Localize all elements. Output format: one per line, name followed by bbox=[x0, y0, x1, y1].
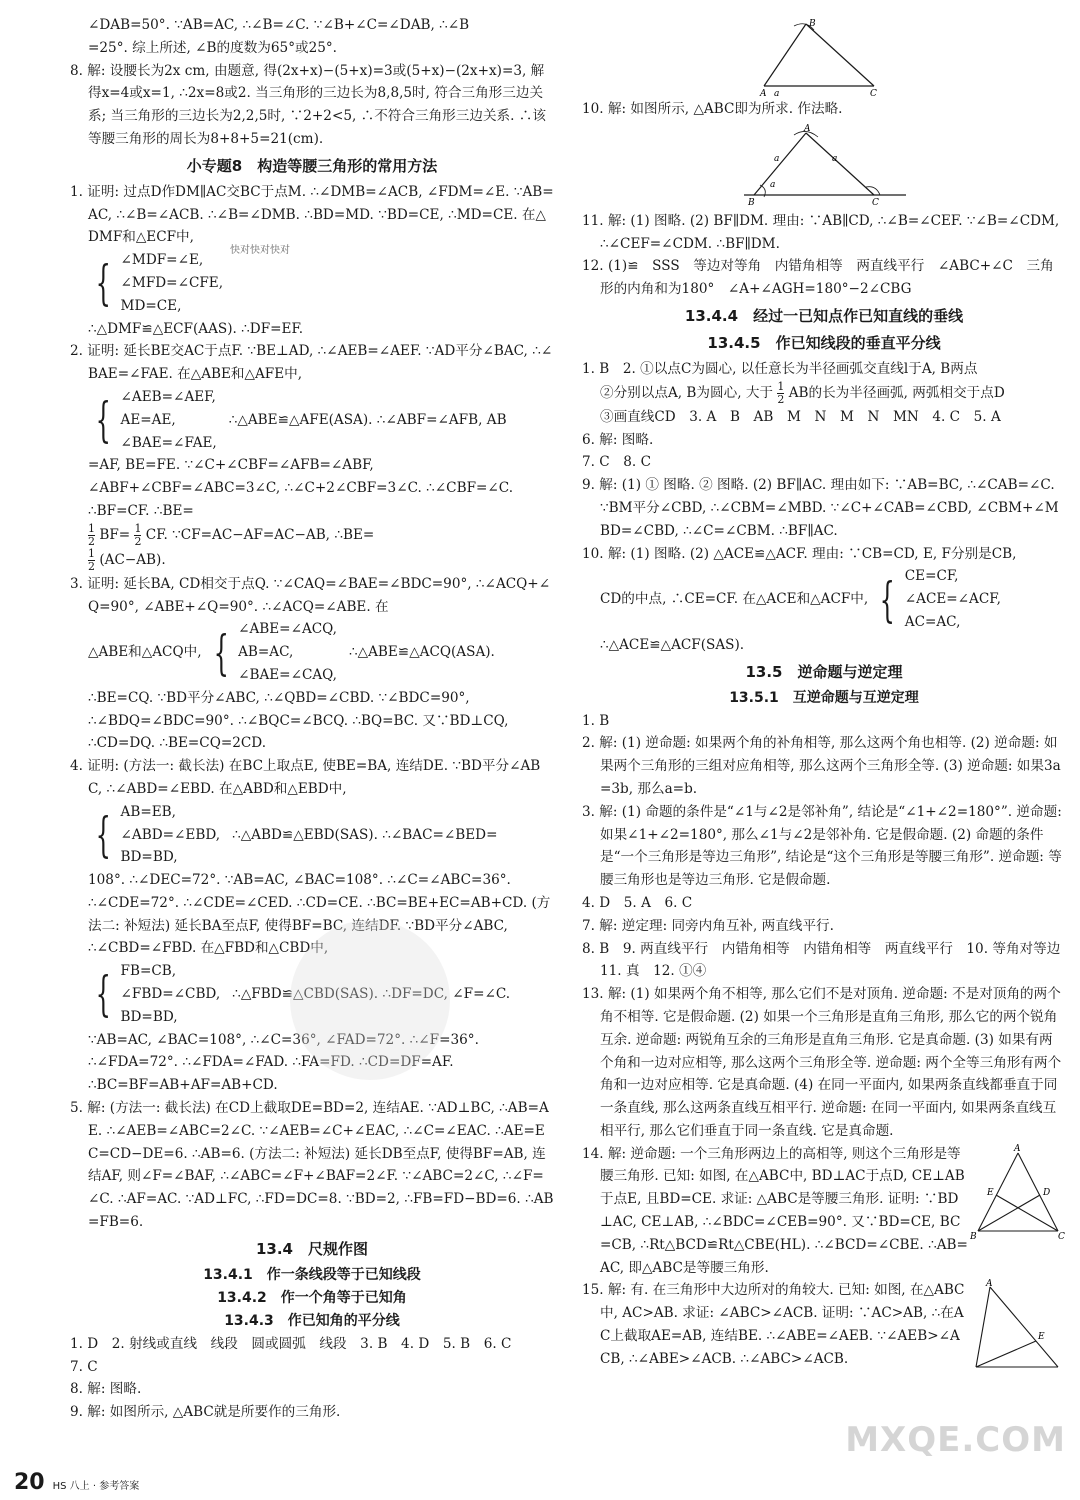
footer-text: HS 八上 · 参考答案 bbox=[52, 1481, 140, 1492]
fig-label: C bbox=[872, 197, 879, 208]
answer-s1: 1. 证明: 过点D作DM∥AC交BC于点M. ∴∠DMB=∠ACB, ∠FDM=∠E. ∵AB=AC, ∴∠B=∠ACB. ∴∠B=∠DMB. ∴BD=MD. ∵BD=CE, ∴MD=CE. 在△DMF和△ECF中, bbox=[70, 183, 554, 246]
brace-symbol: { bbox=[213, 624, 229, 681]
answer-s3: 3. 证明: 延长BA, CD相交于点Q. ∵∠CAQ=∠BAE=∠BDC=90°, ∴∠ACQ+∠Q=90°, ∠ABE+∠Q=90°. ∴∠ACQ=∠ABE. 在 bbox=[70, 575, 551, 615]
section-heading: 13.5 逆命题与逆定理 bbox=[745, 662, 903, 681]
page-number: 20 bbox=[14, 1470, 45, 1495]
system-line: ∠MFD=∠CFE, bbox=[120, 274, 224, 291]
left-column bbox=[70, 14, 554, 1424]
equation-system bbox=[70, 386, 554, 454]
answer-line: 7. C bbox=[70, 1358, 98, 1375]
figure-triangle-10 bbox=[734, 123, 914, 208]
answer-line: 8. B 9. 两直线平行 内错角相等 内错角相等 两直线平行 10. 等角对等边 11. 真 12. ①④ bbox=[582, 940, 1074, 980]
subsection-heading: 13.4.2 作一个角等于已知角 bbox=[217, 1289, 407, 1306]
fig-label: D bbox=[1043, 1187, 1051, 1198]
text-fragment: CF. ∵CF=AC−AF=AC−AB, ∴BE= bbox=[145, 526, 375, 543]
answer-14-row bbox=[582, 1143, 1066, 1280]
answer-r10: 10. 解: 如图所示, △ABC即为所求. 作法略. bbox=[582, 101, 843, 117]
answer-line: 2. 解: (1) 逆命题: 如果两个角的补角相等, 那么这两个角也相等. (2) 逆命题: 如果两个三角形的三组对应角相等, 那么这两个三角形全等. (3) 逆命题: 如果3a=3b, 那么a=b. bbox=[582, 735, 1061, 797]
fraction: $\frac{1}{2}$ bbox=[88, 546, 95, 573]
answer-s2: 2. 证明: 延长BE交AC于点F. ∵BE⊥AD, ∴∠AEB=∠AEF. ∵AD平分∠BAC, ∴∠BAE=∠FAE. 在△ABE和△AFE中, bbox=[70, 343, 553, 383]
watermark-text: 快对快对快对 bbox=[230, 245, 290, 256]
fig-label: C bbox=[1058, 1231, 1065, 1242]
answer-line: 1. D 2. 射线或直线 线段 圆或圆弧 线段 3. B 4. D 5. B 6. C bbox=[70, 1335, 512, 1352]
fig-label: a bbox=[832, 153, 838, 164]
answer-s5: 5. 解: (方法一: 截长法) 在CD上截取DE=BD=2, 连结AE. ∵AD⊥BC, ∴AB=AE. ∴∠AEB=∠ABC=2∠C. ∵∠AEB=∠C+∠EAC, ∴∠C=∠EAC. ∴AE=EC=CD−DE=6. ∴AB=6. (方法二: 补短法) 延长DB至点F, 使得BF=AB, 连结AF, 则∠F=∠BAF, ∴∠ABC=∠F+∠BAF=2∠F. ∵∠ABC=2∠C, ∴∠F=∠C. ∴AF=AC. ∵AD⊥FC, ∴FD=DC=8. ∵BD=2, ∴FB=FD−BD=6. ∴AB=FB=6. bbox=[70, 1100, 554, 1231]
answer-line: 8. 解: 图略. bbox=[70, 1381, 142, 1398]
fig-label: C bbox=[870, 89, 877, 96]
fig-label: A bbox=[1014, 1143, 1021, 1154]
system-line: AC=AC, bbox=[904, 613, 961, 630]
system-conclusion: ∴△FBD≌△CBD(SAS). ∴DF=DC, ∠F=∠C. bbox=[232, 986, 511, 1003]
system-line: ∠FBD=∠CBD, bbox=[120, 986, 221, 1003]
brace-symbol: { bbox=[95, 806, 111, 863]
answer-line: 14. 解: 逆命题: 一个三角形两边上的高相等, 则这个三角形是等腰三角形. 已知: 如图, 在△ABC中, BD⊥AC于点D, CE⊥AB于点E, 且BD=CE. 求证: △ABC是等腰三角形. 证明: ∵BD⊥AC, CE⊥AB, ∴∠BDC=∠CEB=90°. 又∵BD=CE, BC=CB, ∴Rt△BCD≌Rt△CBE(HL). ∴∠BCD=∠CBE. ∴AB=AC, 即△ABC是等腰三角形. bbox=[582, 1145, 968, 1276]
fig-label: a bbox=[774, 89, 780, 96]
fraction: $\frac{1}{2}$ bbox=[777, 379, 785, 406]
equation-system bbox=[70, 618, 554, 686]
text-line bbox=[70, 523, 554, 548]
answer-line: 7. C 8. C bbox=[582, 454, 651, 471]
answer-r12: 12. (1)≌ SSS 等边对等角 内错角相等 两直线平行 ∠ABC+∠C 三角形的内角和为180° ∠A+∠AGH=180°−2∠CBG bbox=[582, 258, 1054, 298]
system-line: BD=BD, bbox=[120, 1008, 178, 1025]
fig-label: E bbox=[1038, 1332, 1045, 1343]
equation-system bbox=[70, 249, 554, 317]
fraction: $\frac{1}{2}$ bbox=[88, 521, 95, 548]
answer-line: 9. 解: 如图所示, △ABC就是所要作的三角形. bbox=[70, 1404, 341, 1421]
answer-line: 9. 解: (1) ① 图略. ② 图略. (2) BF∥AC. 理由如下: ∵AB=BC, ∴∠CAB=∠C. ∵BM平分∠CBD, ∴∠CBM=∠MBD. ∵∠C+∠CAB=∠CBD, ∠CBM+∠MBD=∠CBD, ∴∠C=∠CBM. ∴BF∥AC. bbox=[582, 477, 1059, 539]
fig-label: a bbox=[774, 153, 780, 164]
fig-label: B bbox=[748, 197, 755, 208]
text-line: ∴△ACE≌△ACF(SAS). bbox=[600, 636, 745, 653]
answer-line: 4. D 5. A 6. C bbox=[582, 894, 693, 911]
brace-symbol: { bbox=[95, 255, 111, 312]
system-line: ∠ACE=∠ACF, bbox=[904, 591, 1001, 608]
answer-line: 13. 解: (1) 如果两个角不相等, 那么它们不是对顶角. 逆命题: 不是对顶角的两个角不相等. 它是假命题. (2) 如果一个三角形是直角三角形, 那么它的两个锐角互余. 逆命题: 两锐角互余的三角形是直角三角形. 它是真命题. (3) 如果有两个角和一边对应相等, 那么这两个三角形全等. 逆命题: 两个全等三角形有两个角和一边对应相等. 它是真命题. (4) 在同一平面内, 如果两条直线都垂直于同一条直线, 那么这两条直线互相平行. 逆命题: 在同一平面内, 如果两条直线互相平行, 那么它们垂直于同一条直线. 它是真命题. bbox=[582, 986, 1062, 1139]
subsection-heading: 13.4.3 作已知角的平分线 bbox=[224, 1312, 400, 1329]
fig-label: a bbox=[770, 179, 776, 190]
system-line: AB=EB, bbox=[120, 803, 176, 820]
system-conclusion: ∴△ABE≌△ACQ(ASA). bbox=[348, 644, 495, 661]
fig-label: B bbox=[809, 19, 816, 29]
watermark-stamp bbox=[290, 920, 450, 1080]
answer-line: 1. B 2. ①以点C为圆心, 以任意长为半径画弧交直线l于A, B两点 bbox=[582, 360, 978, 377]
fig-label: A bbox=[804, 123, 811, 134]
system-line: ∠AEB=∠AEF, bbox=[120, 388, 216, 405]
section-heading: 13.4.5 作已知线段的垂直平分线 bbox=[707, 333, 941, 352]
system-line: FB=CB, bbox=[120, 963, 177, 980]
figure-triangle-15 bbox=[970, 1279, 1066, 1375]
system-line: ∠ABE=∠ACQ, bbox=[238, 621, 337, 638]
text-fragment: (AC−AB). bbox=[99, 551, 166, 568]
brace-symbol: { bbox=[95, 966, 111, 1023]
text-line bbox=[70, 548, 554, 573]
fig-label: E bbox=[987, 1187, 994, 1198]
text-line: =AF, BE=FE. ∵∠C+∠CBF=∠AFB=∠ABF, ∠ABF+∠CBF=∠ABC=3∠C, ∴∠C+2∠CBF=3∠C. ∴∠CBF=∠C. ∴BF=CF. ∴BE= bbox=[88, 457, 514, 519]
system-line: AE=AE, bbox=[120, 411, 176, 428]
fraction: $\frac{1}{2}$ bbox=[134, 521, 142, 548]
text-line: ∵AB=AC, ∠BAC=108°, ∴∠C=36°, ∠FAD=72°. ∴∠F=36°. ∴∠FDA=72°. ∴∠FDA=∠FAD. ∴FA=FD. ∴CD=DF=AF. ∴BC=BF=AB+AF=AB+CD. bbox=[88, 1031, 479, 1094]
answer-line: 1. B bbox=[582, 712, 610, 729]
page-footer bbox=[14, 1470, 139, 1495]
text-fragment: BF= bbox=[99, 526, 131, 543]
answer-line: 15. 解: 有. 在三角形中大边所对的角较大. 已知: 如图, 在△ABC中, AC>AB. 求证: ∠ABC>∠ACB. 证明: ∵AC>AB, ∴在AC上截取AE=AB, 连结BE. ∴∠ABE=∠AEB. ∵∠AEB>∠ACB, ∴∠ABE>∠ACB. ∴∠ABC>∠ACB. bbox=[582, 1282, 965, 1367]
text-fragment: AB的长为半径画弧, 两弧相交于点D bbox=[788, 384, 1005, 401]
brace-symbol: { bbox=[879, 571, 896, 628]
text-line: 108°. ∴∠DEC=72°. ∵AB=AC, ∠BAC=108°. ∴∠C=∠ABC=36°. ∴∠CDE=72°. ∴∠CDE=∠CED. ∴CD=CE. ∴BC=BE+EC=AB+CD. (方法二: 补短法) 延长BA至点F, 使得BF=BC, 连结DF. ∵BD平分∠ABC, ∴∠CBD=∠FBD. 在△FBD和△CBD中, bbox=[88, 872, 551, 957]
section-heading: 13.4 尺规作图 bbox=[255, 1239, 368, 1258]
answer-line: 7. 解: 逆定理: 同旁内角互补, 两直线平行. bbox=[582, 917, 834, 934]
system-line: BD=BD, bbox=[120, 849, 178, 866]
answer-line: 6. 解: 图略. bbox=[582, 431, 654, 448]
answer-15-row bbox=[582, 1279, 1066, 1375]
text-line: ③画直线CD 3. A B AB M N M N MN 4. C 5. A bbox=[600, 408, 1001, 425]
right-column bbox=[582, 14, 1074, 1375]
answer-8: 8. 解: 设腰长为2x cm, 由题意, 得(2x+x)−(5+x)=3或(5+x)−(2x+x)=3, 解得x=4或x=1, ∴2x=8或2. 当三角形的三边长为8,8,5时, 符合三角形三边关系; 当三角形的三边长为2,2,5时, ∵2+2<5, ∴不符合三角形三边关系. ∴该等腰三角形的周长为8+8+5=21(cm). bbox=[70, 62, 546, 147]
system-conclusion: ∴△ABE≌△AFE(ASA). ∴∠ABF=∠AFB, AB bbox=[228, 411, 507, 428]
system-line: ∠BAE=∠CAQ, bbox=[238, 666, 337, 683]
section-heading: 小专题8 构造等腰三角形的常用方法 bbox=[186, 156, 438, 175]
text-line: =25°. 综上所述, ∠B的度数为65°或25°. bbox=[88, 39, 338, 56]
system-line: ∠BAE=∠FAE, bbox=[120, 434, 217, 451]
text-fragment: ②分别以点A, B为圆心, 大于 bbox=[600, 384, 774, 401]
system-line: CE=CF, bbox=[904, 568, 959, 585]
fig-label: A bbox=[760, 89, 767, 96]
equation-system bbox=[582, 565, 1066, 633]
system-line: ∠ABD=∠EBD, bbox=[120, 826, 221, 843]
text-line: ∴BE=CQ. ∵BD平分∠ABC, ∴∠QBD=∠CBD. ∵∠BDC=90°, ∴∠BDQ=∠BDC=90°. ∴∠BQC=∠BCQ. ∴BQ=BC. 又∵BD⊥CQ, ∴CD=DQ. ∴BE=CQ=2CD. bbox=[88, 689, 509, 752]
answer-line: 3. 解: (1) 命题的条件是“∠1与∠2是邻补角”, 结论是“∠1+∠2=180°”. 逆命题: 如果∠1+∠2=180°, 那么∠1与∠2是邻补角. 它是假命题. (2) 命题的条件是“一个三角形是等边三角形”, 结论是“这个三角形是等腰三角形”. 逆命题: 等腰三角形也是等边三角形. 它是假命题. bbox=[582, 803, 1062, 889]
text-fragment: △ABE和△ACQ中, bbox=[88, 644, 202, 661]
system-line: AB=AC, bbox=[238, 644, 294, 661]
fig-label: B bbox=[970, 1231, 977, 1242]
text-line: ∠DAB=50°. ∵AB=AC, ∴∠B=∠C. ∵∠B+∠C=∠DAB, ∴∠B bbox=[88, 17, 470, 33]
text-fragment: CD的中点, ∴CE=CF. 在△ACE和△ACF中, bbox=[600, 591, 869, 608]
section-heading: 13.4.4 经过一已知点作已知直线的垂线 bbox=[684, 306, 964, 325]
answer-r11: 11. 解: (1) 图略. (2) BF∥DM. 理由: ∵AB∥CD, ∴∠B=∠CEF. ∵∠B=∠CDM, ∴∠CEF=∠CDM. ∴BF∥DM. bbox=[582, 212, 1060, 252]
fig-label: A bbox=[986, 1279, 993, 1290]
system-line: MD=CE, bbox=[120, 297, 182, 314]
text-line bbox=[582, 381, 1066, 406]
answer-line: 10. 解: (1) 图略. (2) △ACE≌△ACF. 理由: ∵CB=CD, E, F分别是CB, bbox=[582, 545, 1017, 562]
brace-symbol: { bbox=[95, 392, 111, 449]
figure-triangle-14 bbox=[970, 1143, 1066, 1243]
subsection-heading: 13.5.1 互逆命题与互逆定理 bbox=[729, 689, 919, 706]
system-line: ∠MDF=∠E, bbox=[120, 252, 204, 269]
figure-triangle-9 bbox=[754, 16, 894, 96]
answer-s4: 4. 证明: (方法一: 截长法) 在BC上取点E, 使BE=BA, 连结DE. ∵BD平分∠ABC, ∴∠ABD=∠EBD. 在△ABD和△EBD中, bbox=[70, 758, 541, 797]
system-conclusion: ∴△ABD≌△EBD(SAS). ∴∠BAC=∠BED= bbox=[232, 826, 498, 843]
equation-system bbox=[70, 801, 554, 869]
text-line: ∴△DMF≌△ECF(AAS). ∴DF=EF. bbox=[88, 320, 304, 337]
subsection-heading: 13.4.1 作一条线段等于已知线段 bbox=[203, 1266, 421, 1283]
watermark-logo: MXQE.COM bbox=[845, 1420, 1066, 1460]
